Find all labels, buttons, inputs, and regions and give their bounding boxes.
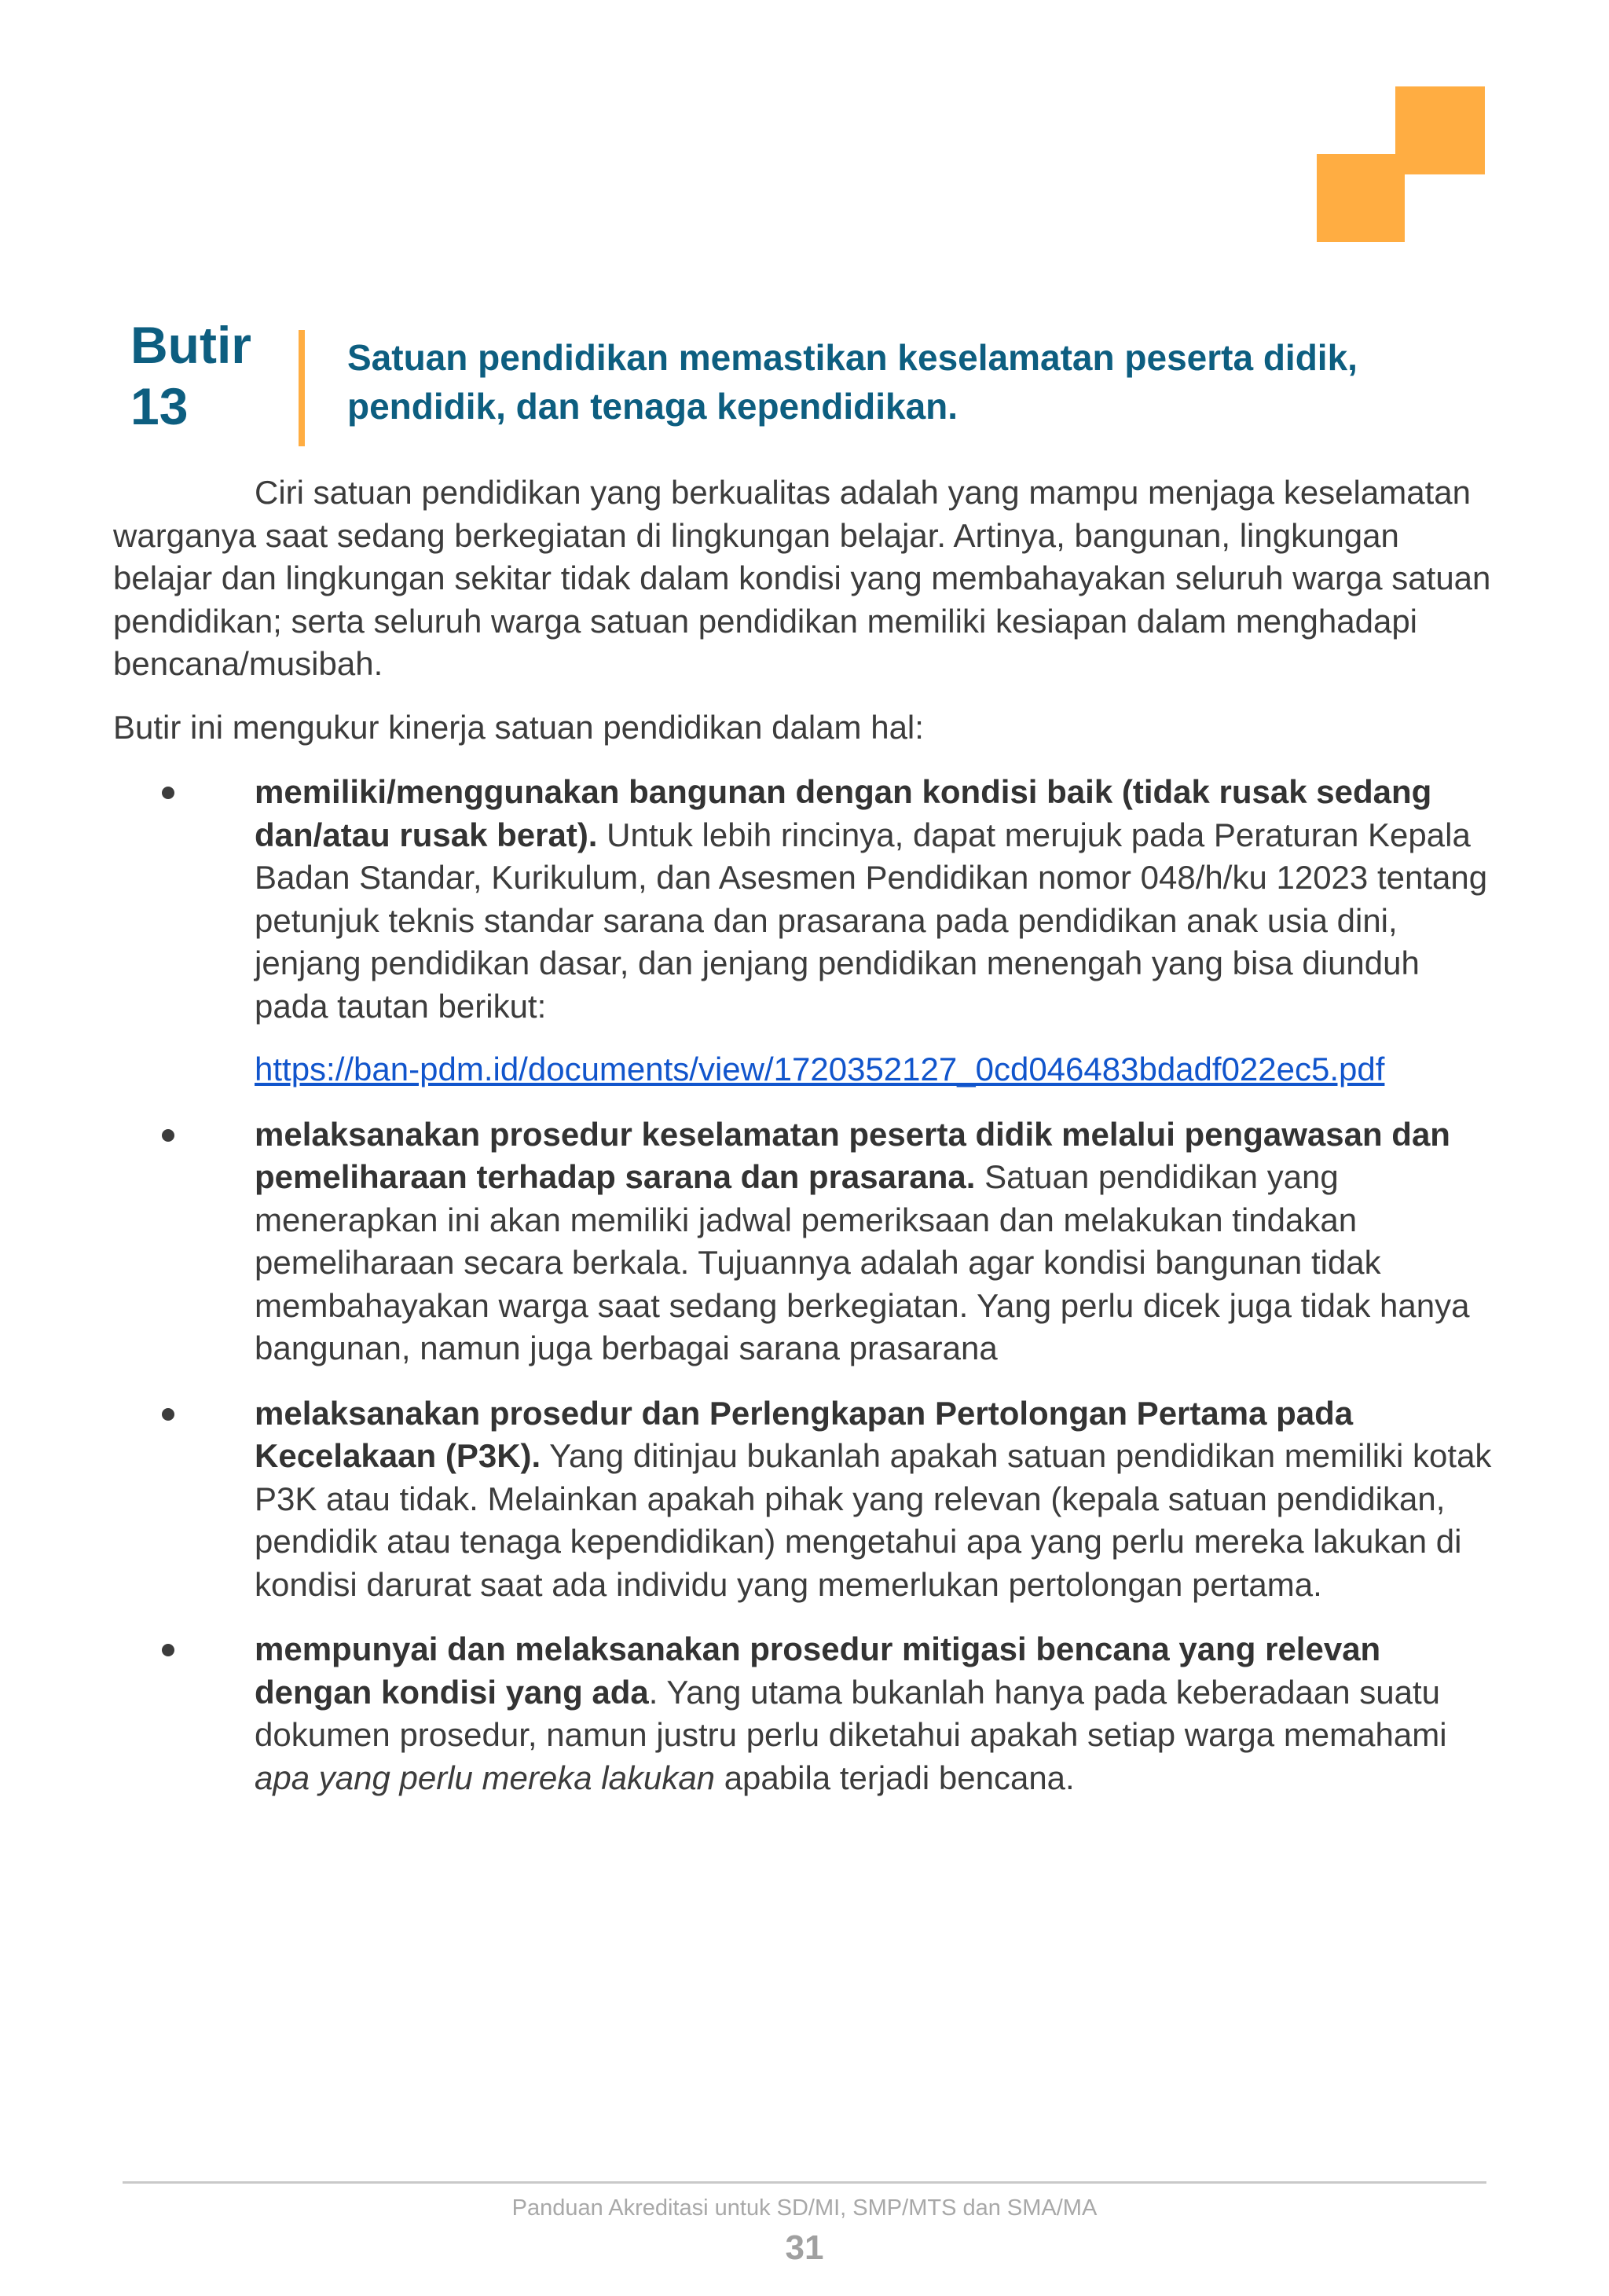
list-item-italic: apa yang perlu mereka lakukan [255,1759,716,1796]
list-item [113,1392,1493,1607]
bullet-icon [162,787,174,799]
list-item [113,771,1493,1091]
lead-paragraph: Butir ini mengukur kinerja satuan pendidikan dalam hal: [113,708,924,746]
list-item-text: Satuan pendidikan yang menerapkan ini akan memiliki jadwal pemeriksaan dan melakukan tindakan pemeliharaan secara berkala. Tujuannya adalah agar kondisi bangunan tidak membahayakan warga saat sedang berkegiatan. Yang perlu dicek juga tidak hanya bangunan, namun juga berbagai sarana prasarana [255,1158,1470,1366]
bullet-icon [162,1644,174,1656]
intro-paragraph: Ciri satuan pendidikan yang berkualitas adalah yang mampu menjaga keselamatan warganya saat sedang berkegiatan di lingkungan belajar. Artinya, bangunan, lingkungan belajar dan lingkungan sekitar tidak dalam kondisi yang membahayakan seluruh warga satuan pendidikan; serta seluruh warga satuan pendidikan memiliki kesiapan dalam menghadapi bencana/musibah. [113,474,1491,682]
footer-text: Panduan Akreditasi untuk SD/MI, SMP/MTS dan SMA/MA [511,2195,1098,2221]
butir-word: Butir [130,316,251,374]
page-number: 31 [785,2228,824,2267]
list-item-text: Untuk lebih rincinya, dapat merujuk pada Peraturan Kepala Badan Standar, Kurikulum, dan Asesmen Pendidikan nomor 048/h/ku 12023 tentang petunjuk teknis standar sarana dan prasarana pada pendidikan anak usia dini, jenjang pendidikan dasar, dan jenjang pendidikan menengah yang bisa diunduh pada tautan berikut: [255,816,1488,1025]
list-item-bold: melaksanakan prosedur keselamatan peserta didik melalui pengawasan dan pemeliharaan terhadap sarana dan prasarana. [255,1115,1450,1195]
butir-number: 13 [130,377,189,435]
butir-label [130,314,251,437]
list-item [113,1628,1493,1799]
criteria-list [113,771,1493,1799]
list-item-text-after: apabila terjadi bencana. [715,1759,1075,1796]
list-item-bold: mempunyai dan melaksanakan prosedur mitigasi bencana yang relevan dengan kondisi yang ada [255,1630,1381,1711]
header-divider [299,330,305,446]
list-item-text: Yang ditinjau bukanlah apakah satuan pendidikan memiliki kotak P3K atau tidak. Melainkan apakah pihak yang relevan (kepala satuan pendidikan, pendidik atau tenaga kependidikan) mengetahui apa yang perlu mereka lakukan di kondisi darurat saat ada individu yang memerlukan pertolongan pertama. [255,1437,1492,1603]
butir-title: Satuan pendidikan memastikan keselamatan peserta didik, pendidik, dan tenaga kependidikan. [347,337,1358,427]
main-content [113,471,1493,1821]
footer-divider [123,2181,1486,2184]
decorative-square-bottom [1317,154,1405,242]
bullet-icon [162,1129,174,1142]
decorative-square-top [1395,86,1485,174]
document-link[interactable]: https://ban-pdm.id/documents/view/1720352127_0cd046483bdadf022ec5.pdf [255,1051,1385,1087]
list-item-text: . Yang utama bukanlah hanya pada keberadaan suatu dokumen prosedur, namun justru perlu diketahui apakah setiap warga memahami [255,1673,1447,1753]
list-item-bold: memiliki/menggunakan bangunan dengan kondisi baik (tidak rusak sedang dan/atau rusak berat). [255,773,1432,853]
list-item-bold: melaksanakan prosedur dan Perlengkapan Pertolongan Pertama pada Kecelakaan (P3K). [255,1394,1354,1474]
bullet-icon [162,1408,174,1421]
list-item [113,1113,1493,1370]
